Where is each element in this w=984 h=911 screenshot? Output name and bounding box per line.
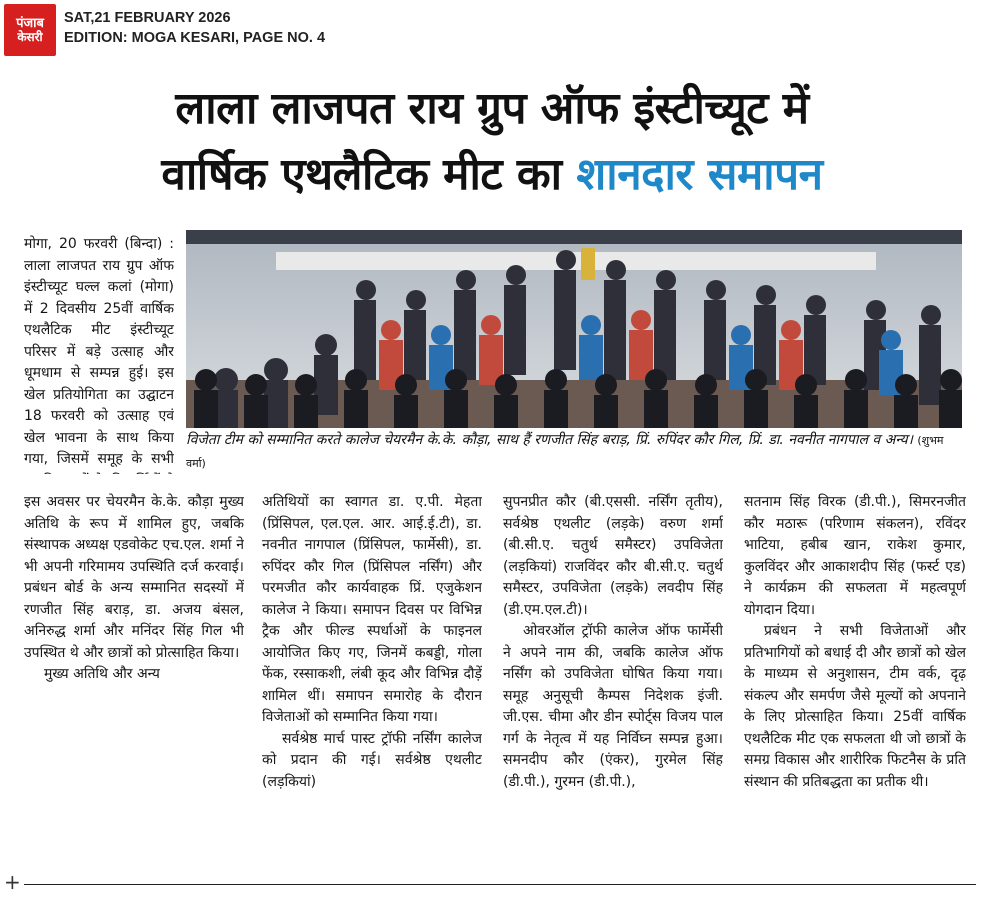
column-2-paragraph-1: अतिथियों का स्वागत डा. ए.पी. मेहता (प्रिंसिपल, एल.एल. आर. आई.ई.टी), डा. नवनीत नागपाल (प्रिंसिपल, फार्मेसी), डा. रुपिंदर कौर गिल (प्रिंसिपल नर्सिंग) और परमजीत कौर कार्यवाहक प्रिं. एजुकेशन कालेज ने किया। समापन दिवस पर विभिन्न ट्रैक और फील्ड स्पर्धाओं के फाइनल आयोजित किए गए, जिनमें कबड्डी, गोला फेंक, रस्साकशी, लंबी कूद और विभिन्न दौड़ें शामिल थीं। समापन समारोह के दौरान विजेताओं को सम्मानित किया गया।	[262, 494, 482, 725]
bottom-rule	[24, 884, 976, 885]
edition-info	[64, 8, 325, 48]
article-lead: मोगा, 20 फरवरी (बिन्दा) : लाला लाजपत राय ग्रुप ऑफ इंस्टीच्यूट घल्ल कलां (मोगा) में 2 दिवसीय 25वीं वार्षिक एथलैटिक मीट इंस्टीच्यूट परिसर में बड़े उत्साह और धूमधाम से सम्पन्न हुई। इस खेल प्रतियोगिता का उद्घाटन 18 फरवरी को उत्साह एवं खेल भावना के साथ किया गया, जिसमें समूह के सभी	[24, 236, 174, 467]
photo-credit: (शुभम वर्मा)	[186, 434, 944, 470]
edition-page: EDITION: MOGA KESARI, PAGE NO. 4	[64, 30, 326, 46]
article-column-1	[24, 234, 174, 474]
article-column-4	[744, 492, 966, 880]
headline	[0, 76, 984, 208]
headline-line-2-start: वार्षिक एथलैटिक मीट का	[161, 149, 577, 200]
crop-mark-icon: +	[4, 870, 21, 894]
group-photo-illustration	[186, 230, 962, 428]
article-paragraph-3-start: मुख्य अतिथि और अन्य	[44, 666, 160, 682]
article-paragraph-2: इस अवसर पर चेयरमैन के.के. कौड़ा मुख्य अतिथि के रूप में शामिल हुए, जबकि संस्थापक अध्यक्ष एडवोकेट एच.एल. शर्मा ने भी अपनी गरिमामय उपस्थिति दर्ज करवाई। प्रबंधन बोर्ड के अन्य सम्मानित सदस्यों में रणजीत सिंह बराड़, डा. अजय बंसल, अनिरुद्ध शर्मा और मनिंदर सिंह गिल भी उपस्थित थे और छात्रों को प्रोत्साहित किया।	[24, 494, 244, 661]
logo-line-1: पंजाब	[16, 15, 44, 31]
newspaper-logo	[4, 4, 56, 56]
column-3-paragraph-1: सुपनप्रीत कौर (बी.एससी. नर्सिंग तृतीय), सर्वश्रेष्ठ एथलीट (लड़के) वरुण शर्मा (बी.सी.ए. चतुर्थ समैस्टर) उपविजेता (लड़कियां) राजविंदर कौर बी.सी.ए. चतुर्थ समैस्टर, उपविजेता (लड़के) लवदीप सिंह (डी.एम.एल.टी)।	[503, 494, 723, 618]
column-4-paragraph-2: प्रबंधन ने सभी विजेताओं और प्रतिभागियों को बधाई दी और छात्रों को खेल के माध्यम से अनुशासन, टीम वर्क, दृढ़ संकल्प और समर्पण जैसे मूल्यों को अपनाने के लिए प्रोत्साहित किया। 25वीं वार्षिक एथलैटिक मीट एक सफलता थी जो छात्रों के समग्र विकास और शारीरिक फिटनैस के प्रति संस्थान की प्रतिबद्धता का प्रतीक थी।	[744, 623, 966, 790]
article-column-2	[262, 492, 482, 880]
logo-line-2: केसरी	[17, 29, 43, 44]
issue-date: SAT,21 FEBRUARY 2026	[64, 10, 231, 26]
column-2-paragraph-2: सर्वश्रेष्ठ मार्च पास्ट ट्रॉफी नर्सिंग कालेज को प्रदान की गई। सर्वश्रेष्ठ एथलीट (लड़कियां)	[262, 730, 482, 790]
column-3-paragraph-2: ओवरऑल ट्रॉफी कालेज ऑफ फार्मेसी ने अपने नाम की, जबकि कालेज ऑफ नर्सिंग को उपविजेता घोषित किया गया। समूह अनुसूची कैम्पस निदेशक इंजी. जी.एस. चीमा और डीन स्पोर्ट्स विजय पाल गर्ग के नेतृत्व में यह निर्विघ्न सम्पन्न हुआ। समनदीप कौर (एंकर), गुरमेल सिंह (डी.पी.), गुरमन (डी.पी.),	[503, 623, 723, 790]
article-column-1-lower	[24, 492, 244, 880]
column-4-paragraph-1: सतनाम सिंह विरक (डी.पी.), सिमरनजीत कौर मठारू (परिणाम संकलन), रविंदर भाटिया, हबीब खान, राकेश कुमार, कुलविंदर और आकाशदीप सिंह (फर्स्ट एड) ने कार्यक्रम की सफलता में महत्वपूर्ण योगदान दिया।	[744, 494, 966, 618]
headline-line-1: लाला लाजपत राय ग्रुप ऑफ इंस्टीच्यूट में	[175, 83, 809, 134]
event-photo	[186, 230, 962, 428]
photo-caption	[186, 429, 962, 475]
headline-line-2	[0, 142, 984, 208]
article-column-3	[503, 492, 723, 880]
caption-text: विजेता टीम को सम्मानित करते कालेज चेयरमैन के.के. कौड़ा, साथ हैं रणजीत सिंह बराड़, प्रिं. रुपिंदर कौर गिल, प्रिं. डा. नवनीत नागपाल व अन्य।	[186, 432, 913, 448]
headline-highlight: शानदार समापन	[576, 149, 823, 200]
